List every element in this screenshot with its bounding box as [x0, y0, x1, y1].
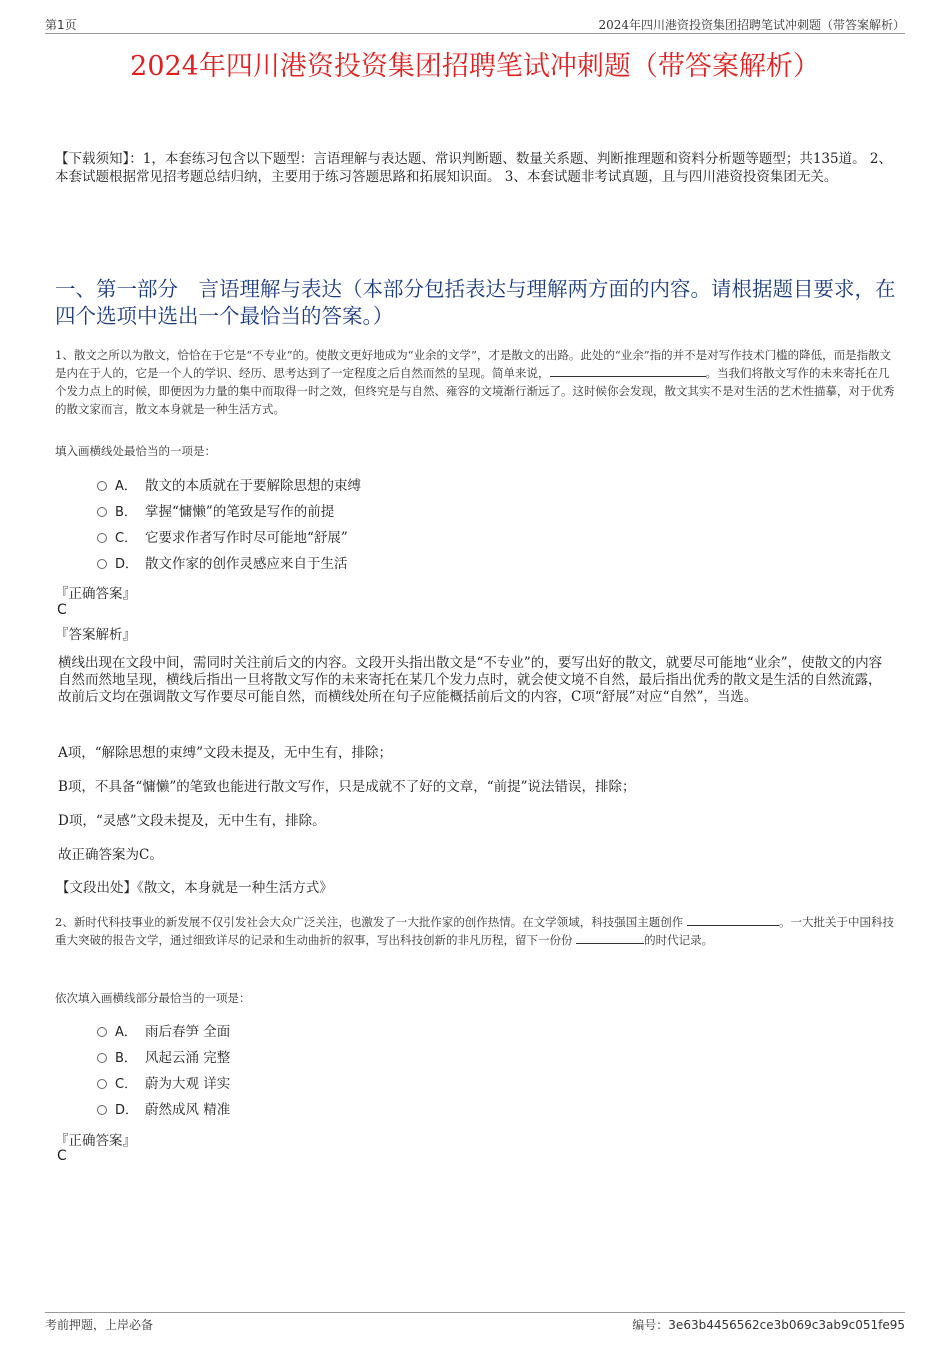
question-1-option-c[interactable]: C． 它要求作者写作时尽可能地“舒展” [97, 529, 348, 548]
footer-slogan: 考前押题，上岸必备 [45, 1318, 154, 1332]
question-1-conclusion: 故正确答案为C。 [58, 847, 163, 863]
fill-blank [687, 914, 779, 926]
page-header [45, 14, 905, 34]
question-2-option-c[interactable]: C． 蔚为大观 详实 [97, 1075, 230, 1094]
radio-icon[interactable] [97, 1079, 107, 1089]
question-2-option-b[interactable]: B． 风起云涌 完整 [97, 1049, 230, 1068]
radio-icon[interactable] [97, 507, 107, 517]
question-1-answer-label: 『正确答案』 [55, 586, 136, 602]
question-1-stem-before: 1、散文之所以为散文，恰恰在于它是“不专业”的。使散文更好地成为“业余的文学”，才是散文的出路。此处的“业余”指的并不是对写作技术门槛的降低，而是指散文是内在于人的，它是一个人的学识、经历、思考达到了一定程度之后自然而然的呈现。简单来说， [55, 348, 892, 380]
question-2-answer-label: 『正确答案』 [55, 1133, 136, 1149]
question-2-option-a[interactable]: A． 雨后春笋 全面 [97, 1023, 230, 1042]
question-2-option-d[interactable]: D． 蔚然成风 精准 [97, 1101, 230, 1120]
page-number: 第1页 [45, 18, 77, 32]
question-1-stem-after: 。当我们将散文写作的未来寄托在几个发力点上的时候，即便因为力量的集中而取得一时之效，但终究是与自然、雍容的文境渐行渐远了。这时候你会发现，散文其实不是对生活的艺术性描摹，对于优秀的散文家而言，散文本身就是一种生活方式。 [55, 366, 895, 416]
radio-icon[interactable] [97, 1105, 107, 1115]
footer-code: 编号：3e63b4456562ce3b069c3ab9c051fe95 [632, 1318, 905, 1332]
question-1-option-a[interactable]: A． 散文的本质就在于要解除思想的束缚 [97, 477, 361, 496]
fill-blank [576, 932, 644, 944]
fill-blank [550, 365, 706, 377]
page-footer [45, 1312, 905, 1334]
question-2-stem: 2、新时代科技事业的新发展不仅引发社会大众广泛关注，也激发了一大批作家的创作热情。在文学领域，科技强国主题创作 。一大批关于中国科技重大突破的报告文学，通过细致详尽的记录和生动曲折的叙事，写出科技创新的非凡历程，留下一份份 的时代记录。 [55, 915, 894, 947]
question-1-option-b[interactable]: B． 掌握“慵懒”的笔致是写作的前提 [97, 503, 334, 522]
header-doc-title: 2024年四川港资投资集团招聘笔试冲刺题（带答案解析） [598, 18, 905, 32]
radio-icon[interactable] [97, 481, 107, 491]
question-1-note-a: A项，“解除思想的束缚”文段未提及，无中生有，排除； [58, 745, 393, 761]
question-1-answer: C [57, 602, 67, 618]
question-1-analysis: 横线出现在文段中间，需同时关注前后文的内容。文段开头指出散文是“不专业”的，要写出好的散文，就要尽可能地“业余”，使散文的内容自然而然地呈现，横线后指出一旦将散文写作的未来寄托在某几个发力点时，就会使文境不自然，最后指出优秀的散文是生活的自然流露，故前后文均在强调散文写作要尽可能自然，而横线处所在句子应能概括前后文的内容，C项“舒展”对应“自然”，当选。 [58, 655, 883, 705]
radio-icon[interactable] [97, 533, 107, 543]
question-2-prompt: 依次填入画横线部分最恰当的一项是： [55, 991, 251, 1005]
radio-icon[interactable] [97, 559, 107, 569]
section-heading: 一、第一部分 言语理解与表达（本部分包括表达与理解两方面的内容。请根据题目要求，在四个选项中选出一个最恰当的答案。） [55, 277, 896, 328]
question-1-analysis-label: 『答案解析』 [55, 627, 136, 643]
radio-icon[interactable] [97, 1027, 107, 1037]
question-1-note-b: B项，不具备“慵懒”的笔致也能进行散文写作，只是成就不了好的文章，“前提”说法错误，排除； [58, 779, 636, 795]
page-title: 2024年四川港资投资集团招聘笔试冲刺题（带答案解析） [130, 51, 820, 82]
question-1-source: 【文段出处】《散文，本身就是一种生活方式》 [56, 880, 333, 896]
question-1-prompt: 填入画横线处最恰当的一项是： [55, 444, 216, 458]
download-notice: 【下载须知】：1，本套练习包含以下题型：言语理解与表达题、常识判断题、数量关系题、判断推理题和资料分析题等题型；共135道。 2、本套试题根据常见招考题总结归纳，主要用于练习答题思路和拓展知识面。 3、本套试题非考试真题，且与四川港资投资集团无关。 [55, 151, 892, 185]
question-2-answer: C [57, 1148, 67, 1164]
question-1-option-d[interactable]: D． 散文作家的创作灵感应来自于生活 [97, 555, 348, 574]
question-1-stem [55, 346, 900, 418]
radio-icon[interactable] [97, 1053, 107, 1063]
question-1-note-d: D项，“灵感”文段未提及，无中生有，排除。 [58, 813, 326, 829]
